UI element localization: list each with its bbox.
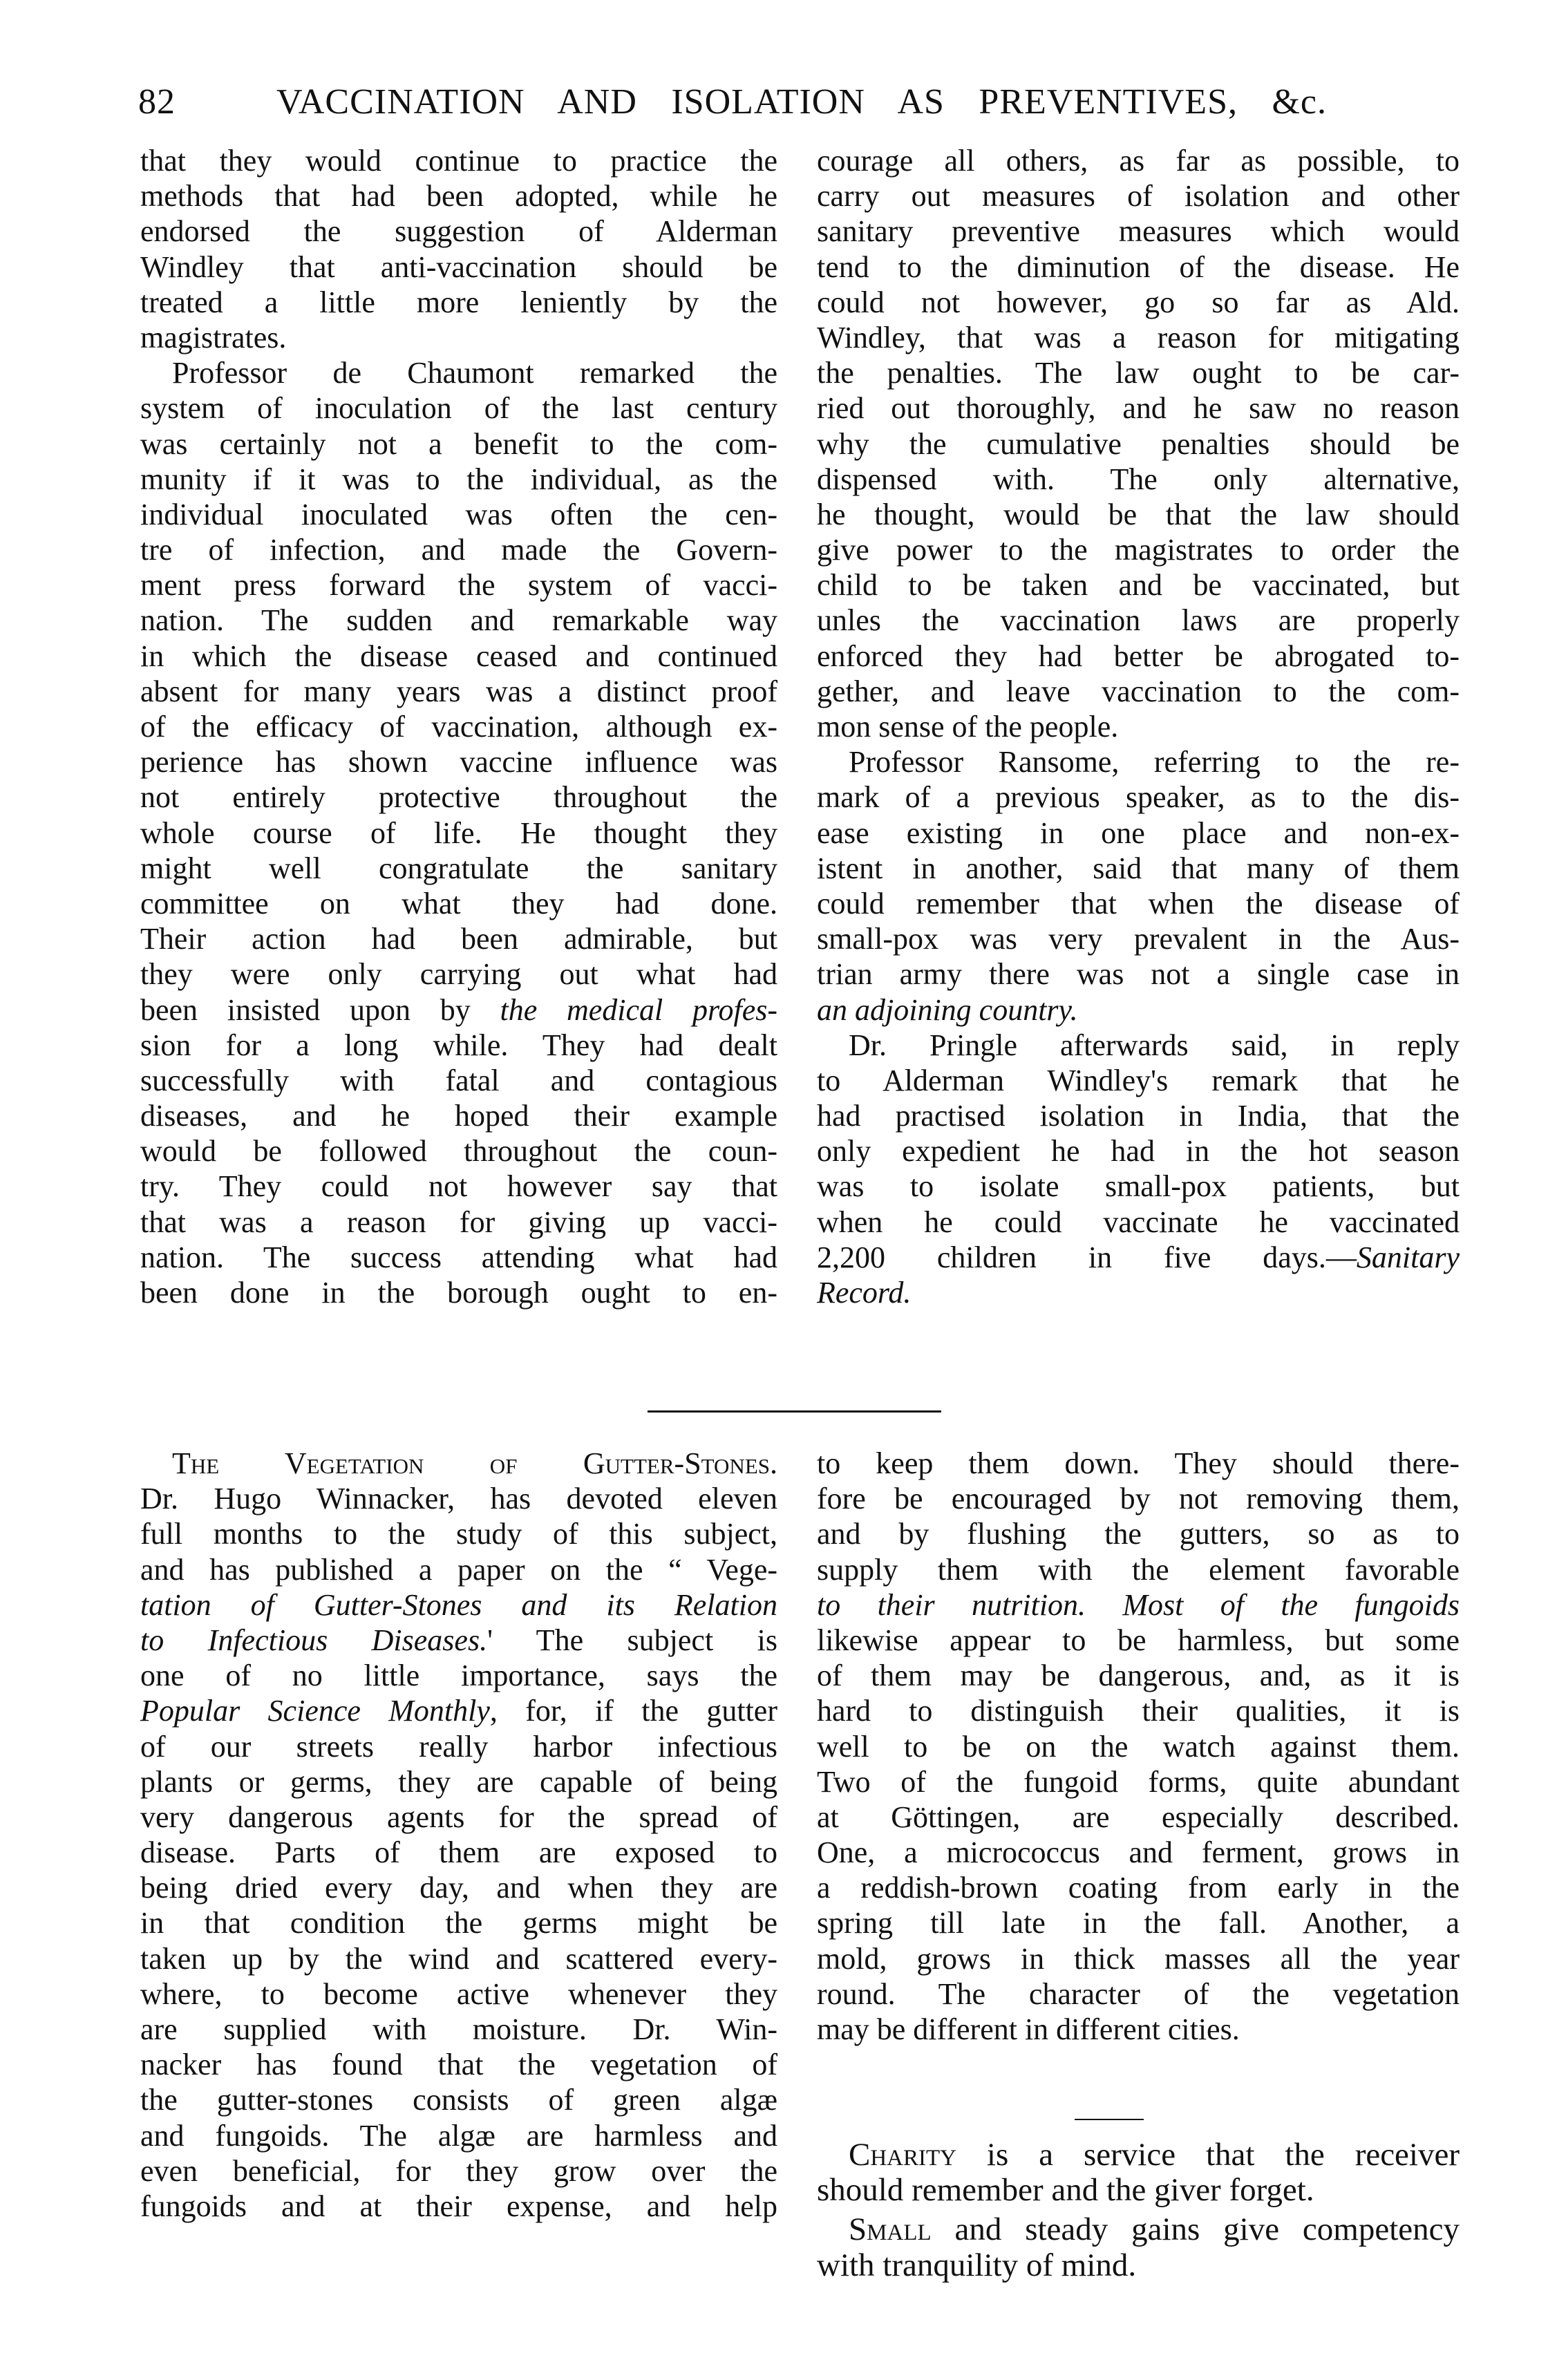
text-line: and fungoids. The algæ are harmless and [140, 2118, 777, 2153]
text-line: fore be encouraged by not removing them, [817, 1482, 1460, 1516]
page-number: 82 [138, 82, 176, 122]
text-line: are supplied with moisture. Dr. Win- [140, 2012, 777, 2046]
text-line: sanitary preventive measures which would [817, 214, 1460, 249]
italic-text: Popular Science Monthly [140, 1694, 490, 1728]
text-line: was to isolate small-pox patients, but [817, 1169, 1460, 1204]
text-line: and by flushing the gutters, so as to [817, 1517, 1460, 1551]
text-line: round. The character of the vegetation [817, 1976, 1460, 2011]
note-small [817, 2210, 1460, 2283]
text-segment: , for, if the gutter [489, 1694, 777, 1728]
text-line: absent for many years was a distinct proof [140, 674, 777, 708]
text-line: plants or germs, they are capable of being [140, 1764, 777, 1799]
text-line: ease existing in one place and non-ex- [817, 815, 1460, 850]
note-text: with tranquility of mind. [817, 2247, 1137, 2283]
text-line: very dangerous agents for the spread of [140, 1800, 777, 1834]
text-line: give power to the magistrates to order the [817, 533, 1460, 567]
text-line: and has published a paper on the “ Vege- [140, 1552, 777, 1587]
section-divider [648, 1410, 941, 1413]
text-line: well to be on the watch against them. [817, 1729, 1460, 1764]
text-line: where, to become active whenever they [140, 1976, 777, 2011]
text-line: the gutter-stones consists of green algæ [140, 2083, 777, 2117]
text-line: successfully with fatal and contagious [140, 1063, 777, 1097]
note-text: should remember and the giver forget. [817, 2172, 1314, 2209]
text-line: nation. The sudden and remarkable way [140, 603, 777, 638]
text-line: whole course of life. He thought they [140, 815, 777, 850]
text-line: system of inoculation of the last century [140, 391, 777, 426]
paragraph [817, 744, 1460, 1028]
note-text: is a service that the receiver [956, 2137, 1460, 2173]
note-lead: Small [849, 2211, 932, 2248]
text-line: Their action had been admirable, but [140, 922, 777, 956]
text-line: endorsed the suggestion of Alderman [140, 214, 777, 249]
text-line: tre of infection, and made the Govern- [140, 533, 777, 567]
italic-text: an adjoining country. [817, 992, 1078, 1027]
text-line: to keep them down. They should there- [817, 1446, 1460, 1480]
text-line [817, 992, 1460, 1028]
text-line: One, a micrococcus and ferment, grows in [817, 1835, 1460, 1870]
text-line: disease. Parts of them are exposed to [140, 1835, 777, 1870]
note-lead: Charity [849, 2137, 957, 2173]
text-line: try. They could not however say that [140, 1169, 777, 1204]
text-line: committee on what they had done. [140, 886, 777, 920]
text-line: when he could vaccinate he vaccinated [817, 1205, 1460, 1239]
text-line: could remember that when the disease of [817, 886, 1460, 920]
text-line: Windley that anti-vaccination should be [140, 249, 777, 284]
text-line [140, 1587, 777, 1623]
paragraph [140, 1446, 777, 2224]
page-title: VACCINATION AND ISOLATION AS PREVENTIVES, &c. [276, 82, 1327, 122]
italic-text: the medical profes- [500, 992, 777, 1027]
text-line: munity if it was to the individual, as the [140, 462, 777, 496]
text-line: the penalties. The law ought to be car- [817, 356, 1460, 390]
text-line: magistrates. [140, 320, 287, 355]
text-line [140, 1693, 777, 1728]
text-line: had practised isolation in India, that the [817, 1099, 1460, 1133]
text-line: Professor Ransome, referring to the re- [849, 745, 1460, 780]
text-line: Dr. Pringle afterwards said, in reply [849, 1028, 1460, 1062]
text-line: methods that had been adopted, while he [140, 179, 777, 214]
text-line: tend to the diminution of the disease. He [817, 249, 1460, 284]
text-line: taken up by the wind and scattered every- [140, 1941, 777, 1976]
text-segment: been insisted upon by [140, 992, 500, 1027]
column-bottom-left [140, 1446, 777, 2224]
paragraph [140, 143, 777, 355]
italic-text: Sanitary [1356, 1240, 1460, 1274]
text-line: mark of a previous speaker, as to the dis- [817, 780, 1460, 815]
text-line: unles the vaccination laws are properly [817, 603, 1460, 638]
text-line: Two of the fungoid forms, quite abundant [817, 1764, 1460, 1799]
text-line: was certainly not a benefit to the com- [140, 426, 777, 461]
text-line: in that condition the germs might be [140, 1906, 777, 1940]
text-line: nation. The success attending what had [140, 1240, 777, 1274]
paragraph [817, 1028, 1460, 1311]
column-bottom-right [817, 1446, 1460, 2047]
text-line: trian army there was not a single case in [817, 957, 1460, 992]
text-line: not entirely protective throughout the [140, 780, 777, 815]
filler-notes [817, 2135, 1460, 2285]
text-line: would be followed throughout the coun- [140, 1134, 777, 1169]
text-line: diseases, and he hoped their example [140, 1099, 777, 1133]
text-line: he thought, would be that the law should [817, 497, 1460, 531]
text-line: that was a reason for giving up vacci- [140, 1205, 777, 1239]
text-line: carry out measures of isolation and other [817, 179, 1460, 214]
italic-text: tation of Gutter-Stones and its Relation [140, 1587, 777, 1622]
text-line: likewise appear to be harmless, but some [817, 1623, 1460, 1657]
text-line: Dr. Hugo Winnacker, has devoted eleven [140, 1482, 777, 1516]
note-charity [817, 2135, 1460, 2209]
text-line: of the efficacy of vaccination, although ex- [140, 710, 777, 744]
text-line: a reddish-brown coating from early in the [817, 1871, 1460, 1905]
text-line [817, 1587, 1460, 1623]
text-segment: 2,200 children in five days.— [817, 1240, 1357, 1274]
text-line: treated a little more leniently by the [140, 285, 777, 319]
text-line: mon sense of the people. [817, 710, 1119, 744]
italic-text: to Infectious Diseases. [140, 1623, 488, 1657]
text-line: istent in another, said that many of them [817, 851, 1460, 885]
text-line: mold, grows in thick masses all the year [817, 1941, 1460, 1976]
text-line: spring till late in the fall. Another, a [817, 1906, 1460, 1940]
text-line: small-pox was very prevalent in the Aus- [817, 922, 1460, 956]
text-line [140, 992, 777, 1028]
text-line [140, 1623, 777, 1658]
text-line: of them may be dangerous, and, as it is [817, 1659, 1460, 1693]
small-rule [1075, 2119, 1144, 2120]
text-line: ment press forward the system of vacci- [140, 568, 777, 603]
text-line: ried out thoroughly, and he saw no reason [817, 391, 1460, 426]
column-top-right [817, 143, 1460, 1310]
text-line: they were only carrying out what had [140, 957, 777, 992]
text-line [817, 1275, 1460, 1310]
text-line: only expedient he had in the hot season [817, 1134, 1460, 1169]
text-line: at Göttingen, are especially described. [817, 1800, 1460, 1834]
text-line: one of no little importance, says the [140, 1659, 777, 1693]
text-line: that they would continue to practice the [140, 144, 777, 178]
text-line: individual inoculated was often the cen- [140, 497, 777, 531]
text-line [140, 1446, 777, 1481]
paragraph [817, 143, 1460, 744]
text-line: sion for a long while. They had dealt [140, 1028, 777, 1062]
italic-text: Record. [817, 1276, 912, 1310]
text-line: nacker has found that the vegetation of [140, 2048, 777, 2082]
column-top-left [140, 143, 777, 1310]
text-line: fungoids and at their expense, and help [140, 2189, 777, 2223]
text-line: enforced they had better be abrogated to- [817, 639, 1460, 673]
text-line: why the cumulative penalties should be [817, 426, 1460, 461]
text-line: supply them with the element favorable [817, 1552, 1460, 1587]
text-line: could not however, go so far as Ald. [817, 285, 1460, 319]
text-segment: The Vegetation of Gutter-Stones. [172, 1446, 777, 1480]
note-text: and steady gains give competency [931, 2211, 1460, 2248]
paragraph [140, 355, 777, 1310]
text-line: being dried every day, and when they are [140, 1871, 777, 1905]
text-line: hard to distinguish their qualities, it is [817, 1694, 1460, 1728]
text-line: might well congratulate the sanitary [140, 851, 777, 885]
text-line: child to be taken and be vaccinated, but [817, 568, 1460, 603]
text-line: perience has shown vaccine influence was [140, 745, 777, 780]
text-segment: ' The subject is [487, 1623, 777, 1657]
text-line: to Alderman Windley's remark that he [817, 1063, 1460, 1097]
text-line: may be different in different cities. [817, 2012, 1240, 2046]
text-line: courage all others, as far as possible, to [817, 144, 1460, 178]
text-line: Professor de Chaumont remarked the [172, 356, 777, 390]
text-line: gether, and leave vaccination to the com- [817, 674, 1460, 708]
running-header [138, 82, 1327, 130]
text-line: of our streets really harbor infectious [140, 1729, 777, 1764]
text-line: full months to the study of this subject, [140, 1517, 777, 1551]
text-line: dispensed with. The only alternative, [817, 462, 1460, 496]
text-line: been done in the borough ought to en- [140, 1276, 777, 1310]
text-line: in which the disease ceased and continued [140, 639, 777, 673]
text-line [817, 1240, 1460, 1275]
paragraph [817, 1446, 1460, 2047]
text-line: even beneficial, for they grow over the [140, 2153, 777, 2188]
text-line: Windley, that was a reason for mitigating [817, 320, 1460, 355]
italic-text: to their nutrition. Most of the fungoids [817, 1587, 1460, 1622]
